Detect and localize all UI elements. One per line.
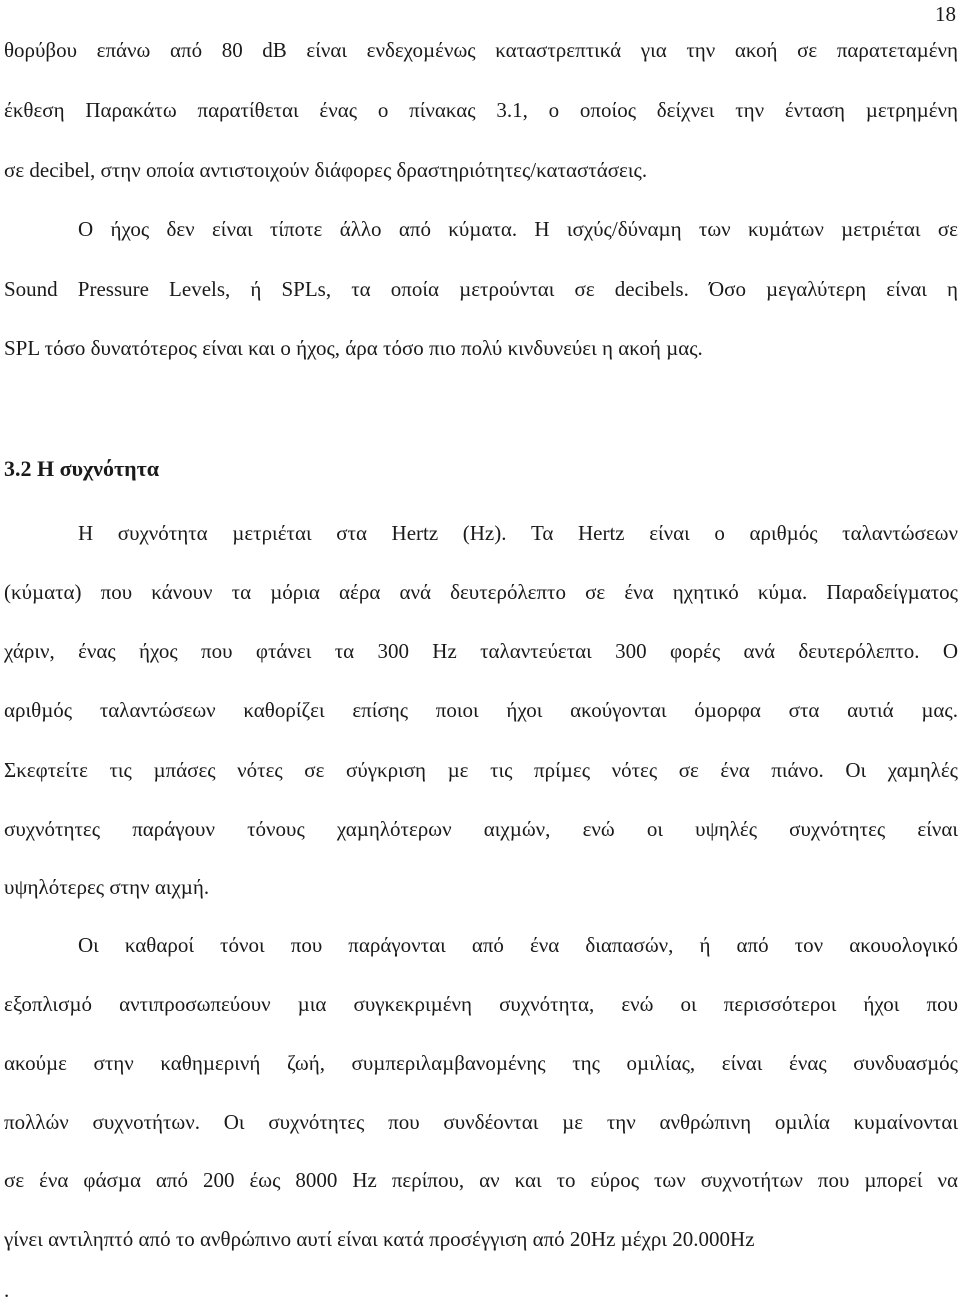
paragraph4-line-3: ακούµε στην καθηµερινή ζωή, συµπεριλαµβανοµένης της οµιλίας, είναι ένας συνδυασµός [4,1051,958,1075]
paragraph3-line-7: υψηλότερες στην αιχµή. [4,875,210,899]
paragraph4-line-2: εξοπλισµό αντιπροσωπεύουν µια συγκεκριµένη συχνότητα, ενώ οι περισσότεροι ήχοι που [4,992,958,1016]
paragraph2-line-1: Ο ήχος δεν είναι τίποτε άλλο από κύµατα. Η ισχύς/δύναµη των κυµάτων µετριέται σε [78,217,958,241]
paragraph2-line-2: Sound Pressure Levels, ή SPLs, τα οποία µετρούνται σε decibels. Όσο µεγαλύτερη είναι η [4,277,958,301]
paragraph3-line-4: αριθµός ταλαντώσεων καθορίζει επίσης ποιοι ήχοι ακούγονται όµορφα στα αυτιά µας. [4,698,958,722]
paragraph4-line-5: σε ένα φάσµα από 200 έως 8000 Hz περίπου, αν και το εύρος των συχνοτήτων που µπορεί να [4,1168,958,1192]
paragraph4-line-1: Οι καθαροί τόνοι που παράγονται από ένα διαπασών, ή από τον ακουολογικό [78,933,958,957]
paragraph3-line-5: Σκεφτείτε τις µπάσες νότες σε σύγκριση µε τις πρίµες νότες σε ένα πιάνο. Οι χαµηλές [4,758,958,782]
paragraph1-line-1: θορύβου επάνω από 80 dB είναι ενδεχοµένως καταστρεπτικά για την ακοή σε παρατεταµένη [4,38,958,62]
paragraph1-line-3: σε decibel, στην οποία αντιστοιχούν διάφορες δραστηριότητες/καταστάσεις. [4,158,648,182]
paragraph1-line-2: έκθεση Παρακάτω παρατίθεται ένας ο πίνακας 3.1, ο οποίος δείχνει την ένταση µετρηµένη [4,98,958,122]
paragraph3-line-3: χάριν, ένας ήχος που φτάνει τα 300 Hz ταλαντεύεται 300 φορές ανά δευτερόλεπτο. Ο [4,639,958,663]
paragraph3-line-2: (κύµατα) που κάνουν τα µόρια αέρα ανά δευτερόλεπτο σε ένα ηχητικό κύµα. Παραδείγµατος [4,580,958,604]
paragraph3-line-6: συχνότητες παράγουν τόνους χαµηλότερων αιχµών, ενώ οι υψηλές συχνότητες είναι [4,817,958,841]
paragraph4-line-6: γίνει αντιληπτό από το ανθρώπινο αυτί είναι κατά προσέγγιση από 20Hz µέχρι 20.000Hz [4,1227,755,1251]
paragraph4-line-7: . [4,1278,10,1302]
paragraph2-line-3: SPL τόσο δυνατότερος είναι και ο ήχος, άρα τόσο πιο πολύ κινδυνεύει η ακοή µας. [4,336,703,360]
section-heading: 3.2 Η συχνότητα [4,456,160,481]
paragraph4-line-4: πολλών συχνοτήτων. Οι συχνότητες που συνδέονται µε την ανθρώπινη οµιλία κυµαίνονται [4,1110,958,1134]
page-number: 18 [935,2,956,26]
paragraph3-line-1: Η συχνότητα µετριέται στα Hertz (Hz). Τα Hertz είναι ο αριθµός ταλαντώσεων [78,521,958,545]
